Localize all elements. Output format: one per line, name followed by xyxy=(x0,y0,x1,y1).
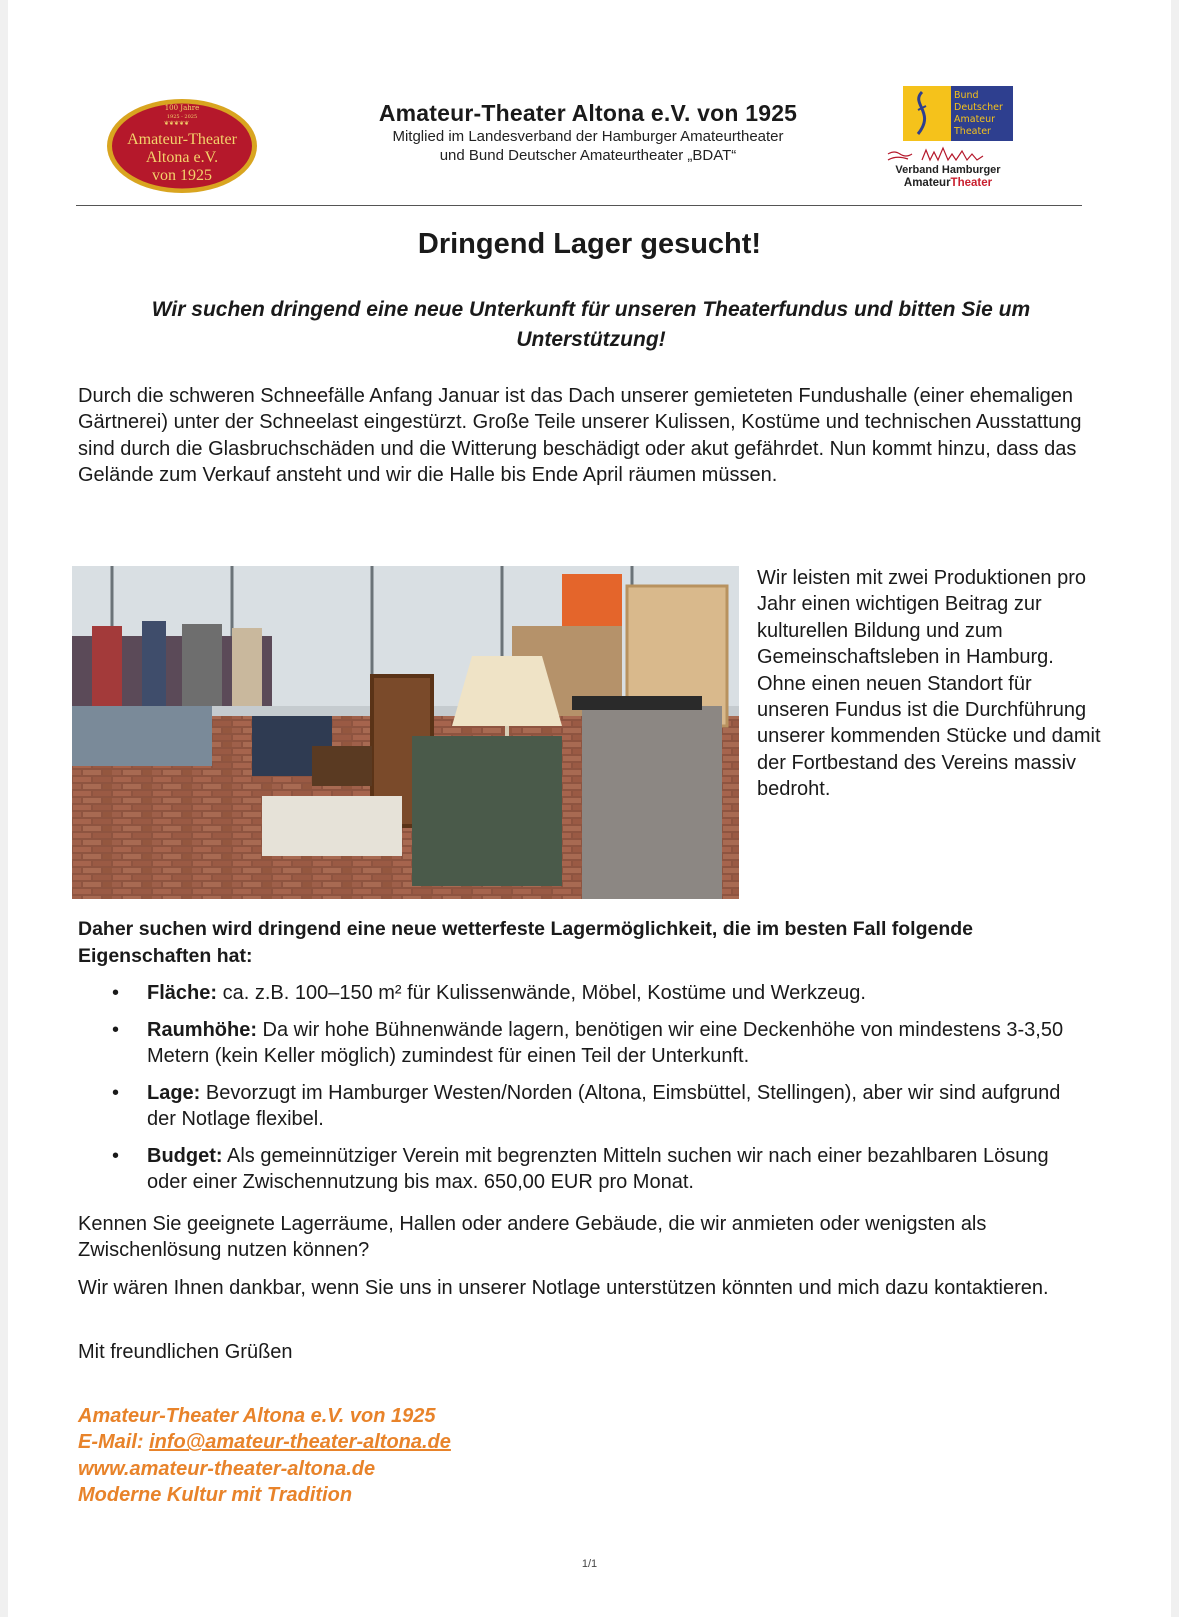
requirement-text: ca. z.B. 100–150 m² für Kulissenwände, Möbel, Kostüme und Werkzeug. xyxy=(217,982,866,1004)
list-item xyxy=(78,1080,1088,1132)
requirement-label: Raumhöhe: xyxy=(147,1019,257,1041)
header-divider xyxy=(76,205,1082,206)
requirement-text: Bevorzugt im Hamburger Westen/Norden (Altona, Eimsbüttel, Stellingen), aber wir sind aufgrund der Notlage flexibel. xyxy=(147,1082,1061,1130)
requirement-label: Lage: xyxy=(147,1082,201,1104)
logo-top-line: 100 Jahre xyxy=(164,104,200,112)
bullet-icon: • xyxy=(112,1145,120,1167)
bdat-line-1: Bund xyxy=(954,90,979,101)
signature-scribble-icon xyxy=(888,152,912,156)
question-paragraph: Kennen Sie geeignete Lagerräume, Hallen oder andere Gebäude, die wir anmieten oder wenigsten als Zwischenlösung nutzen können? xyxy=(78,1213,987,1262)
website-link[interactable]: www.amateur-theater-altona.de xyxy=(78,1457,376,1480)
page-number: 1/1 xyxy=(581,1558,598,1570)
signature-slogan: Moderne Kultur mit Tradition xyxy=(78,1484,353,1507)
org-title: Amateur-Theater Altona e.V. von 1925 xyxy=(378,100,798,126)
requirement-label: Budget: xyxy=(147,1145,223,1167)
list-item xyxy=(78,1017,1088,1069)
page-headline: Dringend Lager gesucht! xyxy=(417,228,762,260)
requirement-text: Als gemeinnütziger Verein mit begrenzten Mitteln suchen wir nach einer bezahlbaren Lösung oder einer Zwischennutzung bis max. 650,00 EUR pro Monat. xyxy=(147,1145,1049,1193)
requirement-text: Da wir hohe Bühnenwände lagern, benötigen wir eine Deckenhöhe von mindestens 3-3,50 Metern (kein Keller möglich) zumindest für einen Teil der Unterkunft. xyxy=(147,1019,1064,1067)
bdat-line-2: Deutscher xyxy=(954,102,1003,113)
page-subheadline: Wir suchen dringend eine neue Unterkunft für unseren Theaterfundus und bitten Sie um Unterstützung! xyxy=(151,298,1031,351)
theater-logo xyxy=(104,96,260,196)
email-label: E-Mail: xyxy=(78,1431,150,1454)
logo-line-3: von 1925 xyxy=(152,167,212,184)
list-item xyxy=(78,1143,1088,1195)
document-page xyxy=(8,0,1171,1617)
letterhead xyxy=(268,100,908,165)
bullet-icon: • xyxy=(112,1019,120,1041)
greeting: Mit freundlichen Grüßen xyxy=(78,1341,293,1363)
logo-line-1: Amateur-Theater xyxy=(127,131,237,148)
impact-paragraph: Wir leisten mit zwei Produktionen pro Jahr einen wichtigen Beitrag zur kulturellen Bildung und zum Gemeinschaftsleben in Hamburg. Ohne einen neuen Standort für unseren Fundus ist die Durchführung unserer kommenden Stücke und damit der Fortbestand des Vereins massiv bedroht. xyxy=(757,567,1101,801)
bdat-line-3: Amateur xyxy=(954,114,996,125)
bullet-icon: • xyxy=(112,1082,120,1104)
org-membership-line-2: und Bund Deutscher Amateurtheater „BDAT“ xyxy=(439,147,737,164)
bullet-icon: • xyxy=(112,982,120,1004)
verband-theater: Theater xyxy=(950,177,993,189)
requirements-list xyxy=(78,980,1088,1206)
bdat-line-4: Theater xyxy=(954,126,991,137)
intro-paragraph: Durch die schweren Schneefälle Anfang Januar ist das Dach unserer gemieteten Fundushalle (einer ehemaligen Gärtnerei) unter der Schneelast eingestürzt. Große Teile unserer Kulissen, Kostüme und technischen Ausstattung sind durch die Glasbruchschäden und die Witterung beschädigt oder akut gefährdet. Nun kommt hinzu, dass das Gelände zum Verkauf ansteht und wir die Halle bis Ende April räumen müssen. xyxy=(78,385,1082,487)
list-item xyxy=(78,980,1088,1006)
laurel-icon: ❦❦❦❦❦ xyxy=(164,120,190,127)
verband-amateur: Amateur xyxy=(903,177,951,189)
logo-line-2: Altona e.V. xyxy=(145,149,219,166)
signature-name: Amateur-Theater Altona e.V. von 1925 xyxy=(78,1405,436,1427)
logo-years: 1925 - 2025 xyxy=(166,114,198,120)
email-link[interactable]: info@amateur-theater-altona.de xyxy=(149,1431,451,1454)
storage-hall-photo xyxy=(72,566,739,899)
svg-text:AmateurTheater xyxy=(904,177,993,189)
thanks-paragraph: Wir wären Ihnen dankbar, wenn Sie uns in unserer Notlage unterstützen könnten und mich dazu kontaktieren. xyxy=(78,1277,1049,1299)
bdat-verband-logo xyxy=(878,84,1018,190)
org-membership-line-1: Mitglied im Landesverband der Hamburger Amateurtheater xyxy=(392,128,784,145)
signature-email-line xyxy=(78,1429,778,1455)
requirement-label: Fläche: xyxy=(147,982,218,1004)
verband-line-1: Verband Hamburger xyxy=(895,164,1001,176)
requirements-intro: Daher suchen wird dringend eine neue wetterfeste Lagermöglichkeit, die im besten Fall folgende Eigenschaften hat: xyxy=(78,918,974,967)
skyline-icon xyxy=(922,148,983,160)
signature-block xyxy=(78,1403,778,1509)
